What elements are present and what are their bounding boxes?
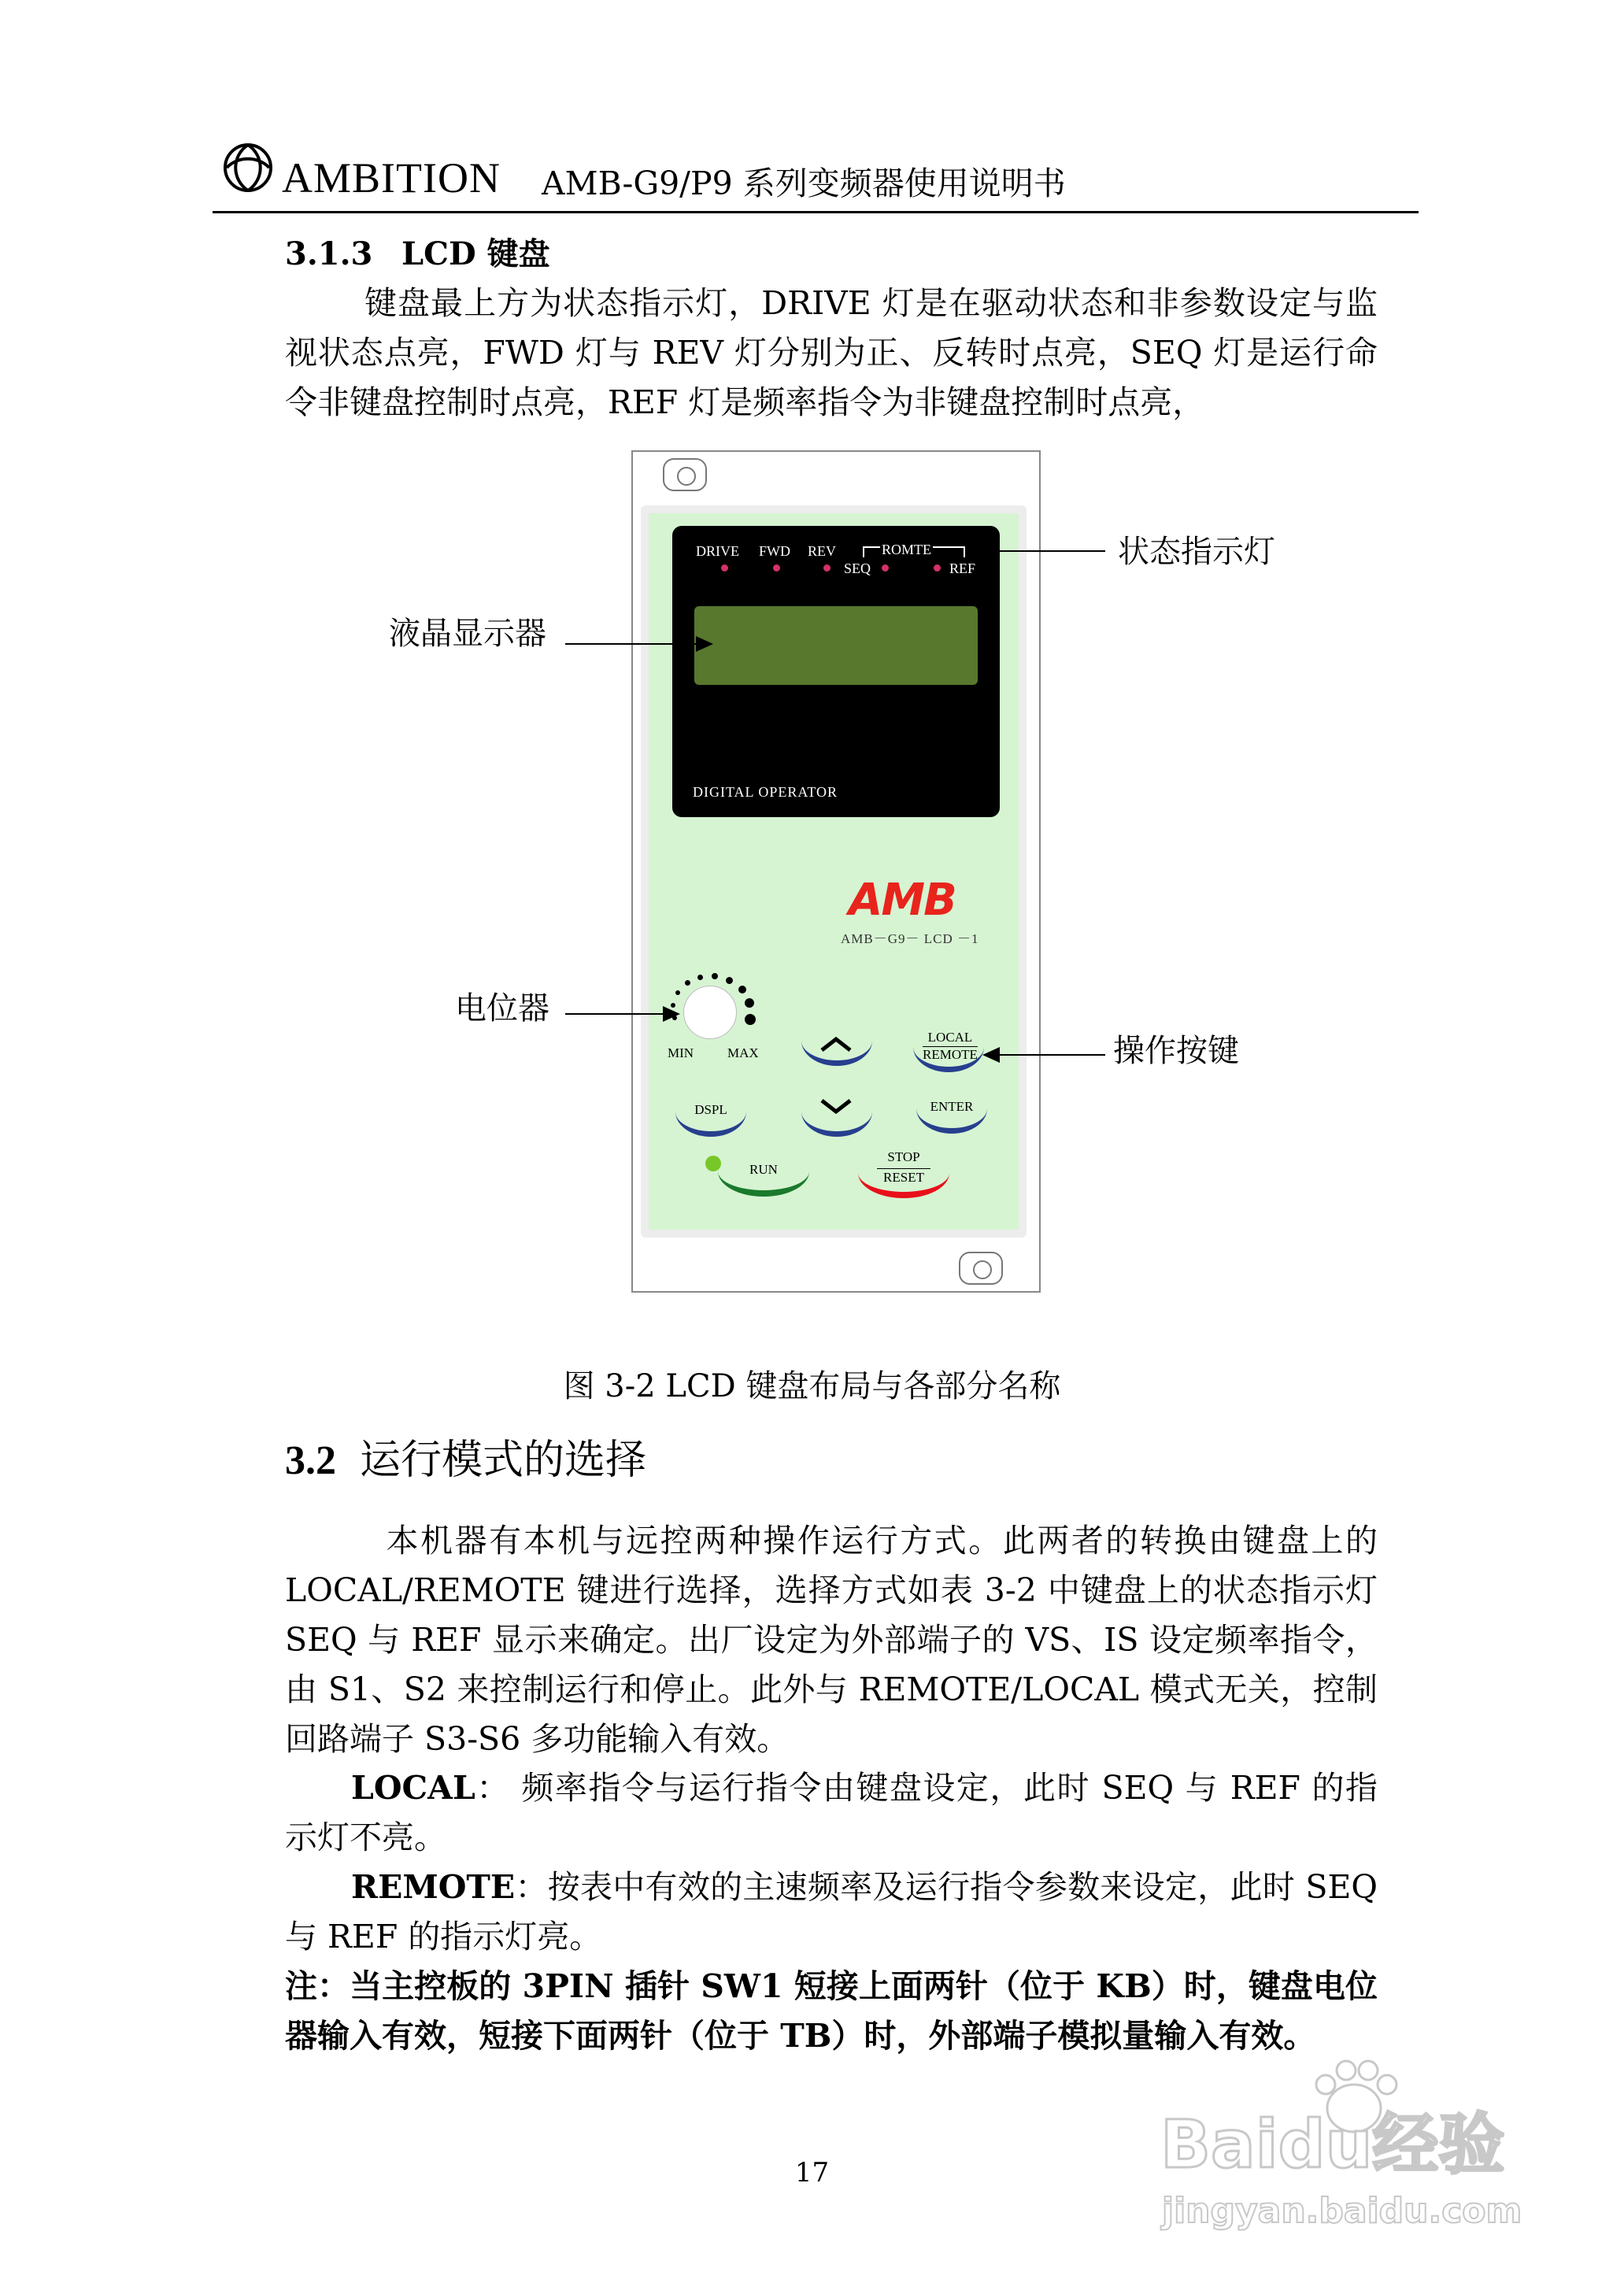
local-term: LOCAL <box>351 1769 475 1807</box>
pot-scale-dot <box>712 973 718 979</box>
note-paragraph: 注：当主控板的 3PIN 插针 SW1 短接上面两针（位于 KB）时，键盘电位器输入有效，短接下面两针（位于 TB）时，外部端子模拟量输入有效。 <box>285 1967 1378 2055</box>
dspl-key-label: DSPL <box>694 1102 727 1117</box>
section-heading-3-2 <box>285 1434 646 1487</box>
screw-hole-bottom <box>959 1252 1003 1285</box>
enter-key-label: ENTER <box>930 1099 974 1114</box>
header-title: AMB-G9/P9 系列变频器使用说明书 <box>542 165 1066 202</box>
run-key-label: RUN <box>749 1162 778 1177</box>
led-ref <box>934 564 941 572</box>
pot-scale-dot <box>745 1014 756 1025</box>
callout-line-lcd <box>565 643 697 645</box>
led-rev <box>823 564 830 572</box>
remote-description: ：按表中有效的主速频率及运行指令参数来设定，此时 SEQ 与 REF 的指示灯亮。 <box>285 1868 1378 1955</box>
pot-min-label: MIN <box>668 1045 694 1060</box>
run-led <box>705 1156 721 1171</box>
remote-definition <box>285 1863 1378 1962</box>
header-brand: AMBITION <box>282 154 501 202</box>
callout-line-pot <box>565 1013 666 1015</box>
figure-caption: 图 3-2 LCD 键盘布局与各部分名称 <box>563 1368 1061 1404</box>
section-number: 3.1.3 <box>285 235 373 272</box>
led-label-seq: SEQ <box>844 561 871 576</box>
led-seq <box>882 564 889 572</box>
section-title: LCD 键盘 <box>401 235 550 272</box>
local-key-label: LOCAL <box>927 1030 973 1045</box>
amb-brand-logo: AMB <box>849 875 956 926</box>
keypad-model-label: AMB－G9－ LCD －1 <box>841 931 979 946</box>
led-label-rev: REV <box>808 543 836 559</box>
local-description: ： 频率指令与运行指令由键盘设定，此时 SEQ 与 REF 的指示灯不亮。 <box>285 1769 1378 1856</box>
header-divider <box>213 211 1419 213</box>
local-definition <box>285 1763 1378 1863</box>
led-label-ref: REF <box>949 561 976 576</box>
arrow-left-icon <box>982 1047 1000 1063</box>
section-title: 运行模式的选择 <box>360 1437 647 1484</box>
pot-scale-dot <box>685 980 690 986</box>
watermark-brand: Baidu经验 <box>1160 2106 1505 2183</box>
stop-reset-divider <box>877 1168 930 1169</box>
callout-keys: 操作按键 <box>1113 1033 1239 1069</box>
section-3-2-paragraph <box>285 1516 1378 1764</box>
pot-scale-dot <box>697 975 703 980</box>
watermark-url: jingyan.baidu.com <box>1162 2191 1522 2231</box>
section-3-1-3-paragraph <box>285 279 1378 427</box>
remote-term: REMOTE <box>351 1868 516 1906</box>
led-drive <box>721 564 728 572</box>
ambition-logo-icon <box>222 142 274 194</box>
section-number: 3.2 <box>285 1438 336 1483</box>
stop-key-label: STOP <box>887 1149 920 1164</box>
reset-key-label: RESET <box>883 1170 924 1185</box>
pot-scale-dot <box>738 986 746 993</box>
lcd-screen <box>694 606 978 685</box>
arrow-right-icon <box>663 1006 680 1022</box>
potentiometer-knob[interactable] <box>683 986 737 1039</box>
callout-status-lights: 状态指示灯 <box>1118 534 1275 570</box>
callout-line-status <box>995 550 1105 552</box>
callout-potentiometer: 电位器 <box>455 990 549 1027</box>
led-label-fwd: FWD <box>759 543 790 559</box>
page-number: 17 <box>794 2157 830 2189</box>
arrow-right-icon <box>696 636 713 652</box>
remote-key-label: REMOTE <box>923 1047 978 1062</box>
pot-scale-dot <box>745 998 754 1008</box>
pot-max-label: MAX <box>727 1045 759 1060</box>
section-heading-3-1-3 <box>285 235 550 274</box>
arrow-left-icon <box>981 543 998 559</box>
screw-hole-top <box>663 458 707 491</box>
led-fwd <box>773 564 780 572</box>
callout-lcd-display: 液晶显示器 <box>389 616 546 652</box>
led-label-romte: ROMTE <box>882 542 931 557</box>
digital-operator-label: DIGITAL OPERATOR <box>693 784 838 800</box>
pot-scale-dot <box>726 977 733 984</box>
led-label-drive: DRIVE <box>696 543 739 559</box>
paragraph-text: 本机器有本机与远控两种操作运行方式。此两者的转换由键盘上的 LOCAL/REMOTE 键进行选择，选择方式如表 3-2 中键盘上的状态指示灯 SEQ 与 REF 显示来确定。出厂设定为外部端子的 VS、IS 设定频率指令，由 S1、S2 来控制运行和停止。此外与 REMOTE/LOCAL 模式无关，控制回路端子 S3-S6 多功能输入有效。 <box>285 1522 1378 1758</box>
paragraph-text: 键盘最上方为状态指示灯，DRIVE 灯是在驱动状态和非参数设定与监视状态点亮，FWD 灯与 REV 灯分别为正、反转时点亮，SEQ 灯是运行命令非键盘控制时点亮，REF 灯是频率指令为非键盘控制时点亮， <box>285 284 1378 421</box>
callout-line-keys <box>998 1054 1105 1056</box>
pot-scale-dot <box>675 990 680 995</box>
